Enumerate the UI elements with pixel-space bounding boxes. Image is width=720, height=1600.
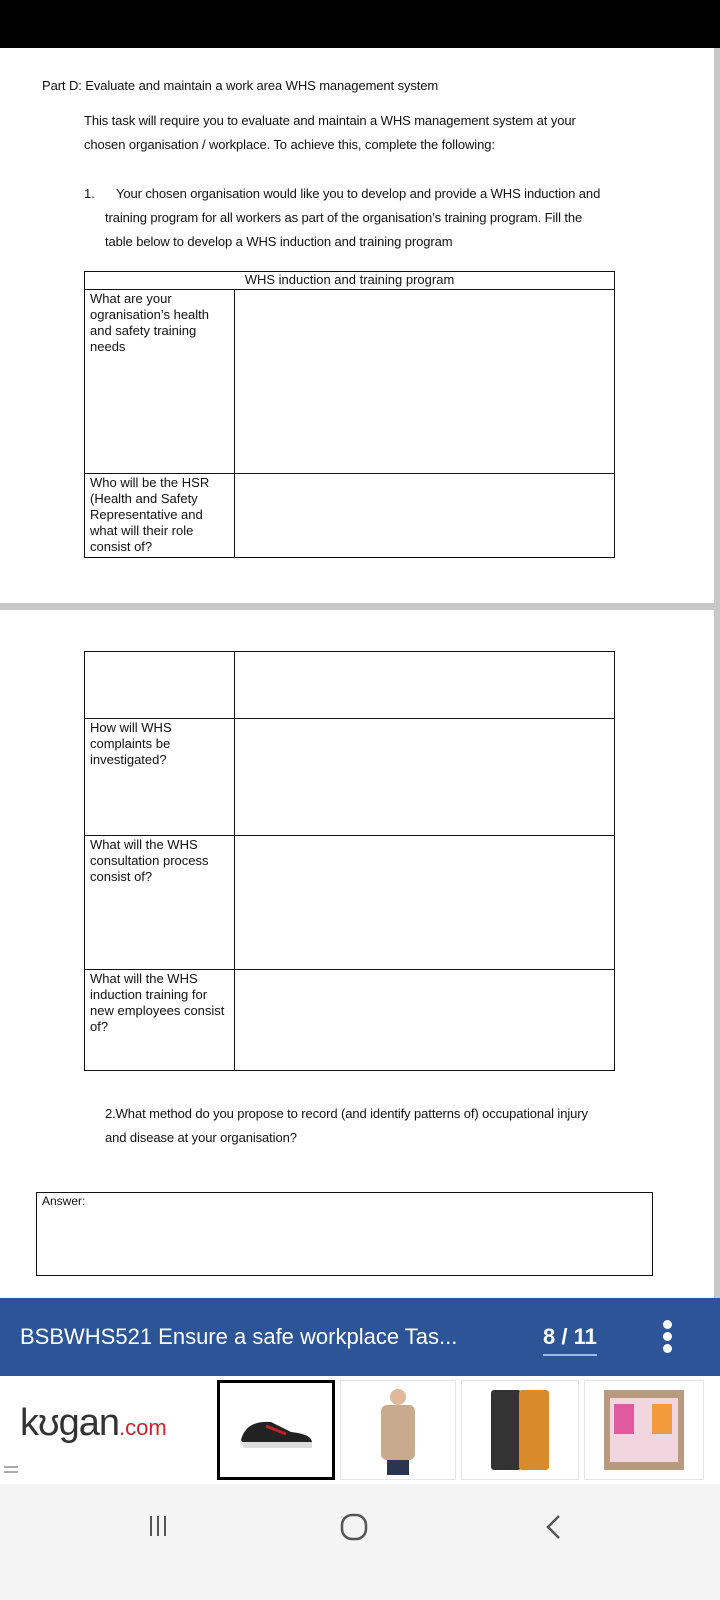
product-wardrobe[interactable] bbox=[584, 1380, 704, 1480]
sneaker-icon bbox=[236, 1410, 316, 1450]
row-label: What will the WHS induction training for new employees consist of? bbox=[85, 970, 235, 1071]
jacket-icon bbox=[373, 1385, 423, 1475]
question-text: and disease at your organisation? bbox=[105, 1130, 297, 1145]
kogan-logo[interactable]: kʊgan.com bbox=[20, 1402, 167, 1444]
answer-cell[interactable] bbox=[235, 836, 615, 970]
more-options-icon[interactable] bbox=[660, 1320, 674, 1354]
viewer-toolbar bbox=[0, 1298, 720, 1376]
row-label: Who will be the HSR (Health and Safety Representative and what will their role consist of? bbox=[85, 474, 235, 558]
answer-cell[interactable] bbox=[235, 970, 615, 1071]
table-row bbox=[85, 474, 615, 558]
answer-cell[interactable] bbox=[235, 719, 615, 836]
intro-text: This task will require you to evaluate and maintain a WHS management system at your bbox=[84, 113, 576, 128]
table-row bbox=[85, 290, 615, 474]
row-label bbox=[85, 652, 235, 719]
table-row bbox=[85, 836, 615, 970]
answer-label: Answer: bbox=[42, 1194, 86, 1208]
question-text: training program for all workers as part of the organisation’s training program. Fill the bbox=[105, 210, 583, 225]
table-title: WHS induction and training program bbox=[85, 272, 615, 290]
status-bar bbox=[0, 0, 720, 48]
product-jacket[interactable] bbox=[340, 1380, 456, 1480]
back-icon[interactable] bbox=[544, 1514, 564, 1540]
product-sneaker[interactable] bbox=[217, 1380, 335, 1480]
product-phone[interactable] bbox=[461, 1380, 579, 1480]
table-row bbox=[85, 652, 615, 719]
training-program-table-continued bbox=[84, 651, 615, 1071]
question-number: 1. bbox=[84, 186, 95, 201]
table-row bbox=[85, 970, 615, 1071]
answer-cell[interactable] bbox=[235, 474, 615, 558]
scrollbar[interactable] bbox=[714, 48, 720, 1298]
training-program-table bbox=[84, 271, 615, 558]
navigation-bar bbox=[0, 1484, 720, 1600]
handle-icon[interactable] bbox=[4, 1466, 18, 1468]
ad-banner[interactable] bbox=[0, 1376, 720, 1484]
question-text: table below to develop a WHS induction and training program bbox=[105, 234, 453, 249]
home-icon[interactable] bbox=[340, 1513, 370, 1541]
page-indicator[interactable]: 8 / 11 bbox=[543, 1324, 597, 1356]
answer-cell[interactable] bbox=[235, 652, 615, 719]
row-label: What are your ogranisation’s health and safety training needs bbox=[85, 290, 235, 474]
row-label: What will the WHS consultation process consist of? bbox=[85, 836, 235, 970]
section-heading: Part D: Evaluate and maintain a work area WHS management system bbox=[42, 78, 439, 93]
row-label: How will WHS complaints be investigated? bbox=[85, 719, 235, 836]
page-separator bbox=[0, 603, 714, 610]
wardrobe-icon bbox=[602, 1388, 686, 1472]
intro-text: chosen organisation / workplace. To achieve this, complete the following: bbox=[84, 137, 495, 152]
recent-apps-icon[interactable] bbox=[148, 1514, 168, 1538]
answer-box[interactable] bbox=[36, 1192, 653, 1276]
question-text: Your chosen organisation would like you to develop and provide a WHS induction and bbox=[116, 186, 601, 201]
answer-cell[interactable] bbox=[235, 290, 615, 474]
table-row bbox=[85, 719, 615, 836]
phone-icon bbox=[485, 1385, 555, 1475]
question-text: 2.What method do you propose to record (and identify patterns of) occupational injury bbox=[105, 1106, 588, 1121]
document-title: BSBWHS521 Ensure a safe workplace Tas... bbox=[20, 1324, 458, 1349]
